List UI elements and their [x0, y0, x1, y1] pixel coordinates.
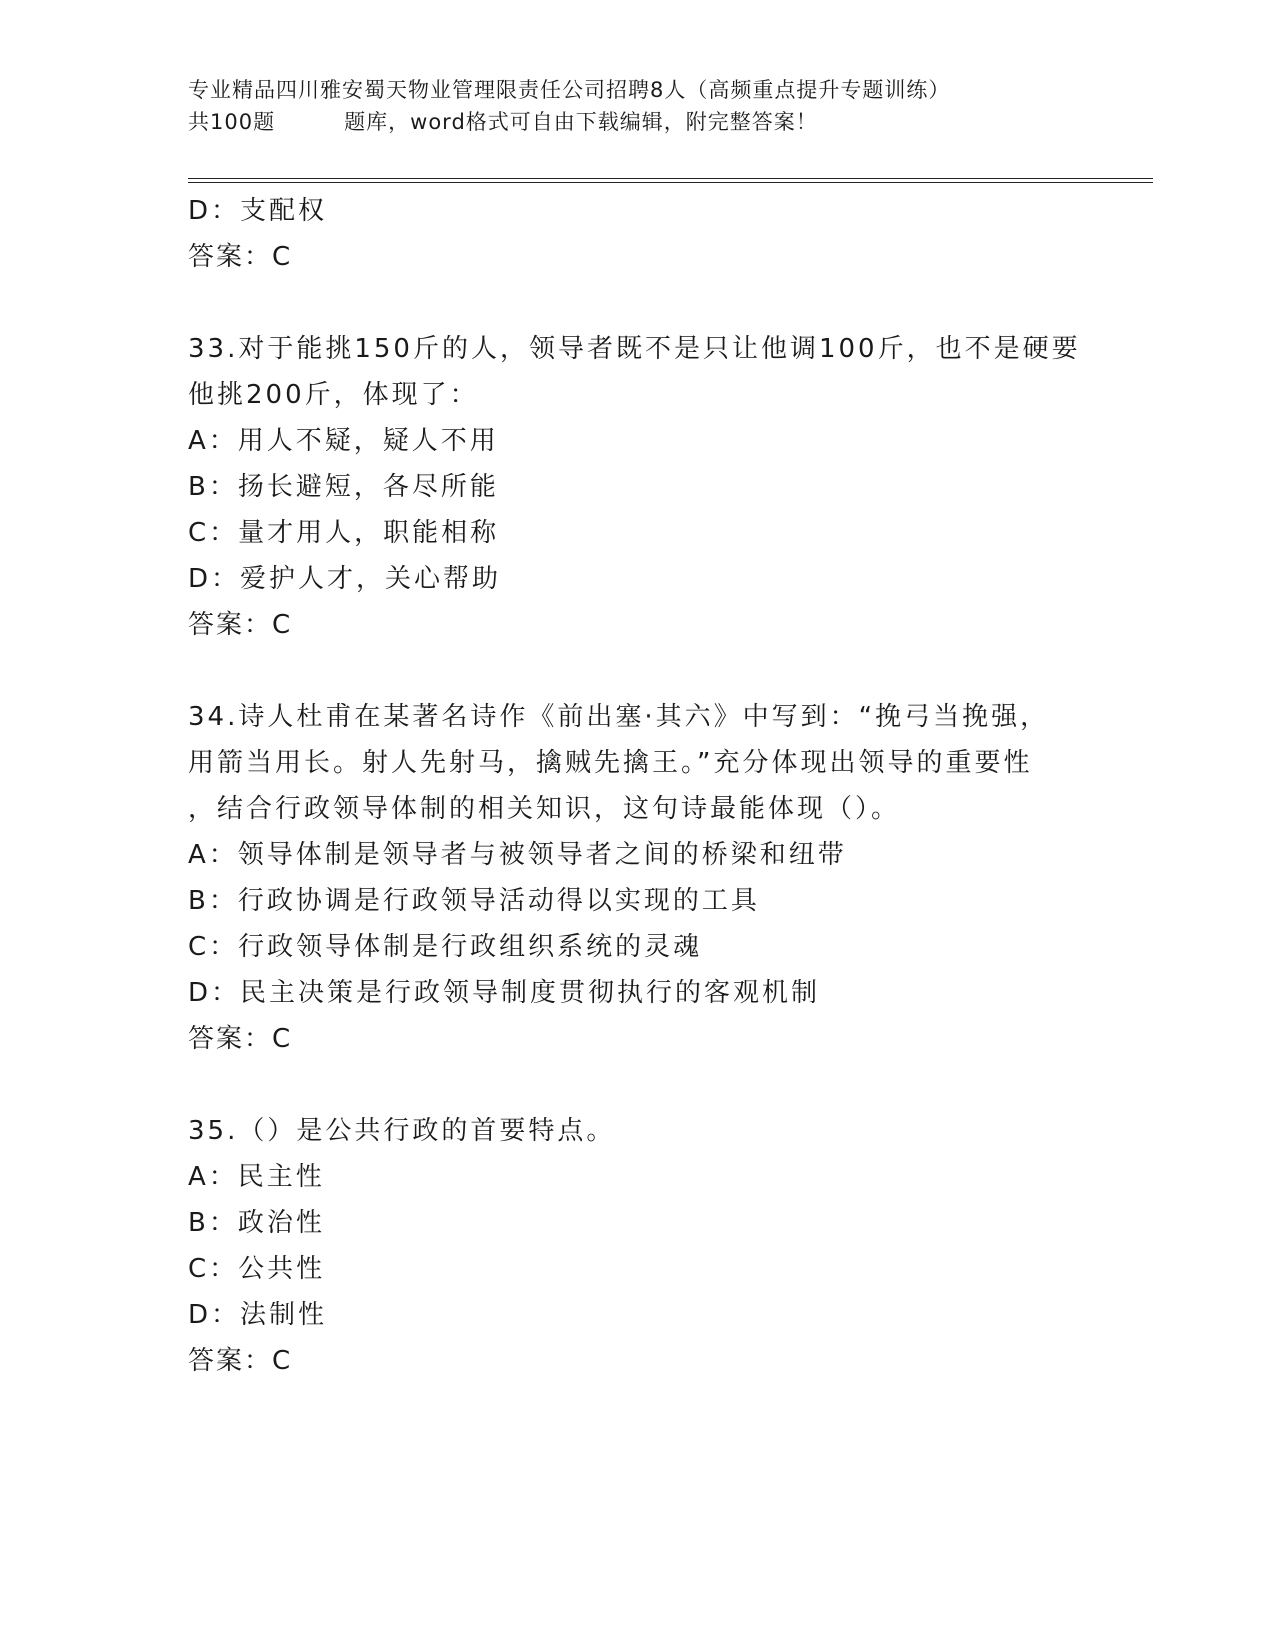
question-text [188, 694, 1088, 832]
option-a: A：用人不疑，疑人不用 [188, 426, 499, 456]
question-text-line: 用箭当用长。射人先射马，擒贼先擒王。”充分体现出领导的重要性 [188, 748, 1033, 778]
question-text-line: ，结合行政领导体制的相关知识，这句诗最能体现（）。 [188, 794, 901, 824]
answer-line: 答案：C [188, 610, 293, 640]
question-text-line: 34.诗人杜甫在某著名诗作《前出塞·其六》中写到：“挽弓当挽强， [188, 702, 1050, 732]
document-body [188, 188, 1088, 1384]
answer-line: 答案：C [188, 1024, 293, 1054]
question-33 [188, 326, 1088, 648]
question-35 [188, 1108, 1088, 1384]
question-text-line: 33.对于能挑150斤的人，领导者既不是只让他调100斤，也不是硬要 [188, 334, 1081, 364]
header-title-line-1: 专业精品四川雅安蜀天物业管理限责任公司招聘8人（高频重点提升专题训练） [188, 78, 951, 102]
question-text [188, 326, 1088, 418]
option-d: D：法制性 [188, 1300, 328, 1330]
option-a: A：民主性 [188, 1162, 325, 1192]
option-c: C：行政领导体制是行政组织系统的灵魂 [188, 932, 703, 962]
option-d: D：支配权 [188, 196, 328, 226]
option-b: B：行政协调是行政领导活动得以实现的工具 [188, 886, 760, 916]
header-divider-top [188, 178, 1153, 179]
option-c: C：量才用人，职能相称 [188, 518, 500, 548]
question-text [188, 1108, 1088, 1154]
option-a: A：领导体制是领导者与被领导者之间的桥梁和纽带 [188, 840, 847, 870]
option-b: B：政治性 [188, 1208, 325, 1238]
page-header [188, 74, 1148, 138]
question-text-line: 35.（）是公共行政的首要特点。 [188, 1116, 616, 1146]
header-title-line-2: 共100题 题库，word格式可自由下载编辑，附完整答案！ [188, 110, 818, 134]
previous-question-tail [188, 188, 1088, 280]
spacer [188, 648, 1088, 694]
question-34 [188, 694, 1088, 1062]
answer-line: 答案：C [188, 1346, 293, 1376]
answer-line: 答案：C [188, 242, 293, 272]
option-d: D：民主决策是行政领导制度贯彻执行的客观机制 [188, 978, 821, 1008]
header-divider-bottom [188, 182, 1153, 183]
spacer [188, 1062, 1088, 1108]
question-text-line: 他挑200斤，体现了： [188, 380, 479, 410]
option-b: B：扬长避短，各尽所能 [188, 472, 499, 502]
spacer [188, 280, 1088, 326]
option-d: D：爱护人才，关心帮助 [188, 564, 502, 594]
option-c: C：公共性 [188, 1254, 326, 1284]
